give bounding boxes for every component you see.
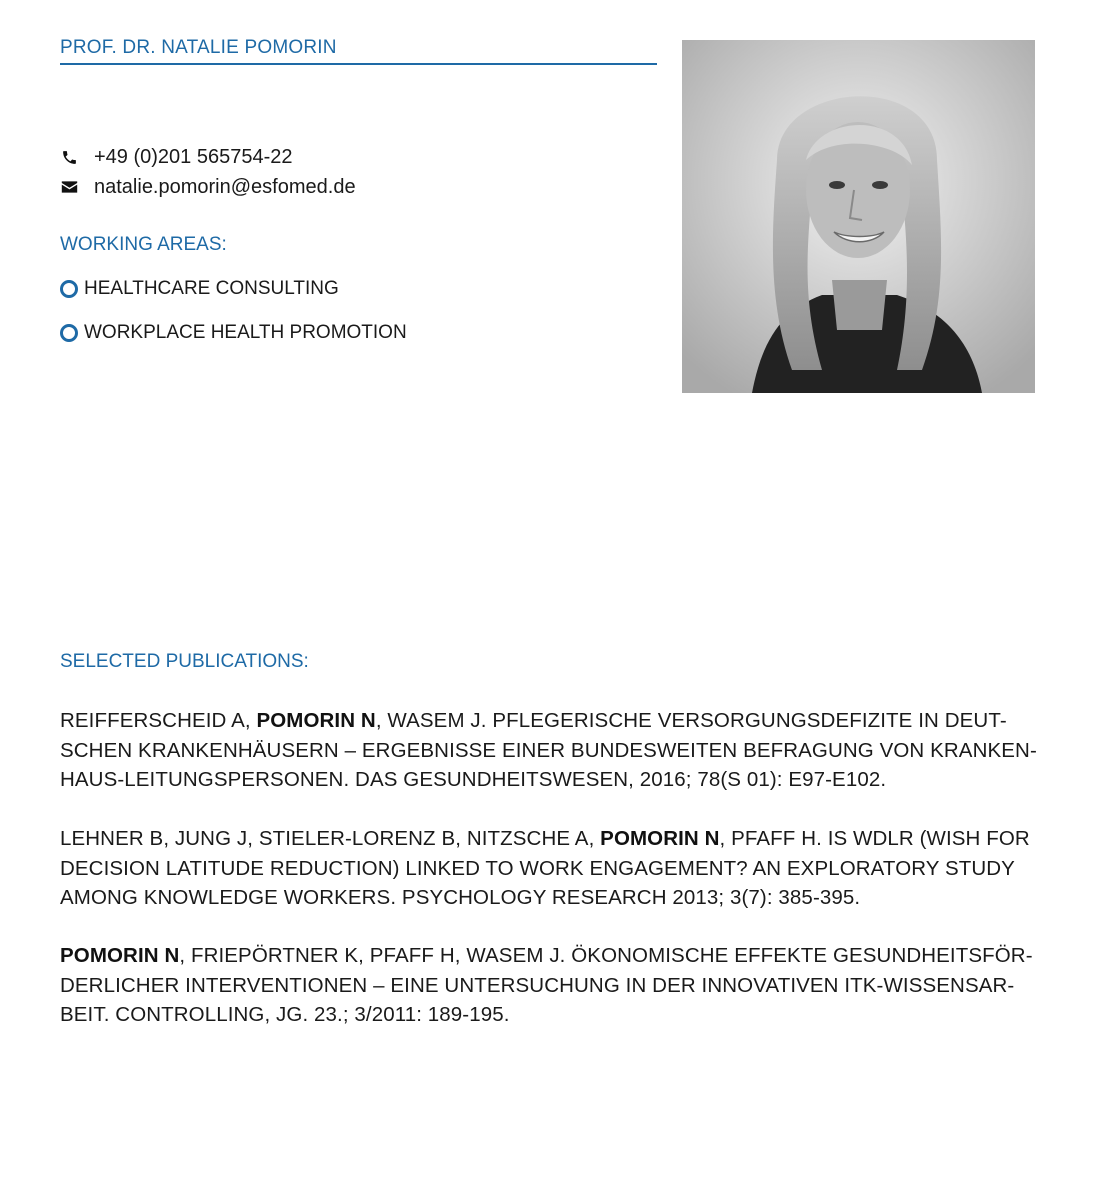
publication-authors-before: REIFFERSCHEID A, bbox=[60, 709, 257, 732]
publication-author-highlight: POMORIN N bbox=[600, 827, 720, 850]
working-area-item bbox=[60, 321, 407, 345]
publication-authors-before: LEHNER B, JUNG J, STIELER-LORENZ B, NITZSCHE A, bbox=[60, 827, 601, 850]
publication-entry bbox=[60, 941, 1040, 1030]
working-area-label: WORKPLACE HEALTH PROMOTION bbox=[84, 322, 407, 343]
publication-details: , WASEM J. PFLEGERISCHE VERSORGUNGSDEFIZITE IN DEUT-SCHEN KRANKENHÄUSERN – ERGEBNISSE EINER BUNDESWEITEN BEFRAGUNG VON KRANKEN-HAUS-LEITUNGSPERSONEN. DAS GESUNDHEITSWESEN, 2016; 78(S 01): E97-E102. bbox=[60, 709, 1037, 791]
portrait-illustration bbox=[682, 40, 1035, 393]
working-area-item bbox=[60, 277, 339, 301]
working-area-label: HEALTHCARE CONSULTING bbox=[84, 278, 339, 299]
envelope-icon bbox=[60, 178, 78, 196]
phone-link[interactable]: +49 (0)201 565754-22 bbox=[94, 145, 293, 168]
phone-icon bbox=[60, 148, 78, 166]
ring-bullet-icon bbox=[60, 280, 78, 298]
working-areas-heading: WORKING AREAS: bbox=[60, 234, 227, 255]
contact-email bbox=[60, 174, 657, 200]
publication-entry bbox=[60, 706, 1040, 795]
publication-entry bbox=[60, 824, 1040, 913]
ring-bullet-icon bbox=[60, 324, 78, 342]
publication-author-highlight: POMORIN N bbox=[256, 709, 376, 732]
contact-phone bbox=[60, 144, 657, 170]
portrait-photo bbox=[682, 40, 1035, 393]
email-link[interactable]: natalie.pomorin@esfomed.de bbox=[94, 175, 356, 198]
publication-details: , FRIEPÖRTNER K, PFAFF H, WASEM J. ÖKONOMISCHE EFFEKTE GESUNDHEITSFÖR-DERLICHER INTERVENTIONEN – EINE UNTERSUCHUNG IN DER INNOVATIVEN ITK-WISSENSAR-BEIT. CONTROLLING, JG. 23.; 3/2011: 189-195. bbox=[60, 944, 1033, 1026]
publications-heading: SELECTED PUBLICATIONS: bbox=[60, 651, 309, 672]
page-title: PROF. DR. NATALIE POMORIN bbox=[60, 37, 657, 65]
publication-author-highlight: POMORIN N bbox=[60, 944, 180, 967]
publication-details: , PFAFF H. IS WDLR (WISH FOR DECISION LATITUDE REDUCTION) LINKED TO WORK ENGAGEMENT? AN EXPLORATORY STUDY AMONG KNOWLEDGE WORKERS. PSYCHOLOGY RESEARCH 2013; 3(7): 385-395. bbox=[60, 827, 1030, 909]
